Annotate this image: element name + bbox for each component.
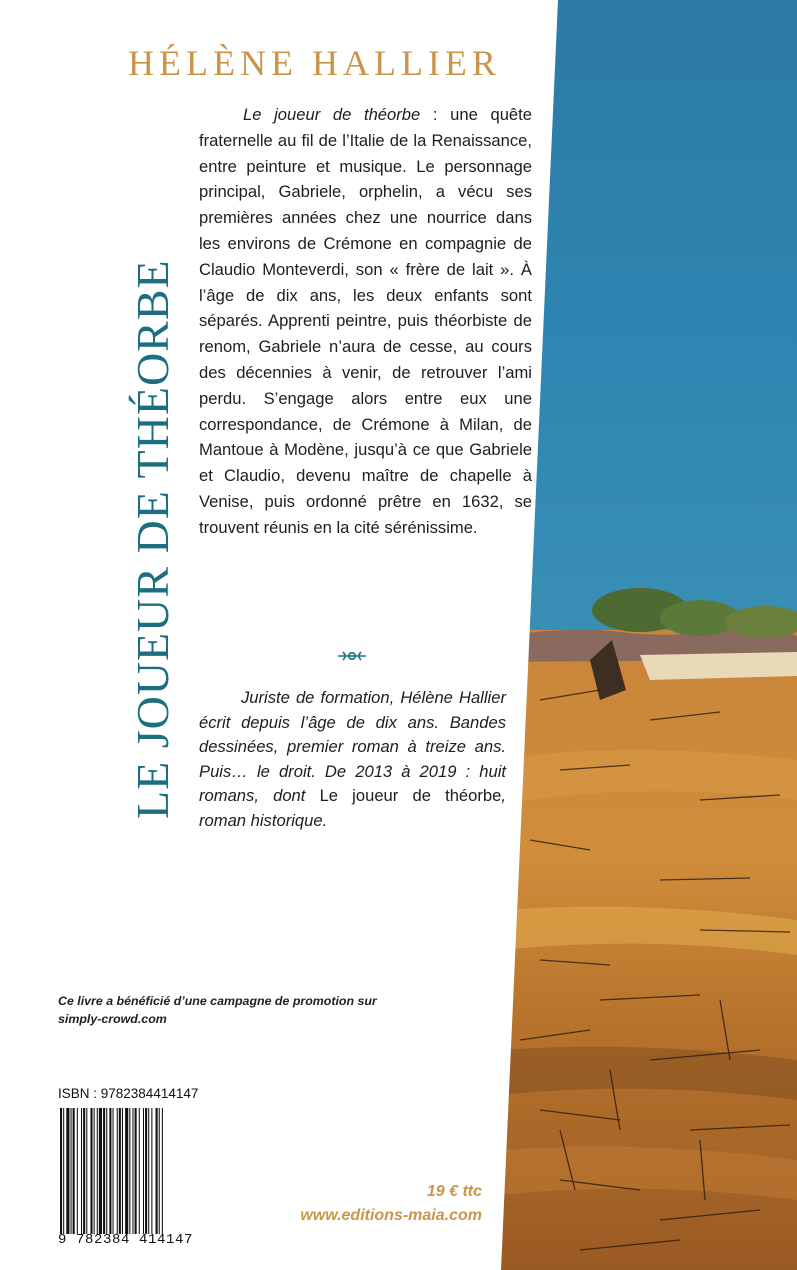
barcode-bar — [113, 1108, 114, 1234]
isbn-label: ISBN : 9782384414147 — [58, 1086, 199, 1101]
barcode-bar — [135, 1108, 137, 1234]
barcode-bar — [151, 1108, 152, 1234]
barcode-bar — [90, 1108, 92, 1234]
bio-part-1: Juriste de formation, Hélène Hallier écrit depuis l’âge de dix ans. Bandes dessinées, premier roman à treize ans. Puis… le droit. De 2013 à 2019 : huit romans, dont — [199, 688, 506, 805]
barcode-bar — [77, 1108, 78, 1234]
barcode-bar — [94, 1108, 95, 1234]
price: 19 € ttc — [426, 1183, 482, 1200]
bio-book-title: Le joueur de théorbe — [319, 786, 502, 805]
barcode-bar — [83, 1108, 85, 1234]
book-title: LE JOUEUR DE THÉORBE — [127, 259, 178, 819]
barcode-bar — [145, 1108, 147, 1234]
barcode-bar — [132, 1108, 133, 1234]
synopsis-text — [199, 102, 532, 541]
barcode-bar — [162, 1108, 163, 1234]
barcode-bar — [73, 1108, 75, 1234]
barcode-bar — [106, 1108, 107, 1234]
barcode-digits: 9 782384 414147 — [58, 1232, 194, 1248]
barcode-bar — [103, 1108, 105, 1234]
barcode-bar — [66, 1108, 69, 1234]
barcode-bar — [143, 1108, 144, 1234]
barcode-bar — [156, 1108, 158, 1234]
barcode-bar — [148, 1108, 149, 1234]
barcode-bar — [97, 1108, 98, 1234]
author-bio — [199, 686, 506, 833]
synopsis-book-title: Le joueur de théorbe — [243, 105, 421, 124]
barcode-bar — [99, 1108, 102, 1234]
barcode-bar — [81, 1108, 82, 1234]
barcode-bar — [117, 1108, 118, 1234]
barcode-bar — [159, 1108, 160, 1234]
ornament-icon — [337, 646, 367, 666]
synopsis-body: : une quête fraternelle au fil de l’Italie de la Renaissance, entre peinture et musique. Le personnage principal, Gabriele, orphelin, a vécu ses premières années chez une nourrice dans les environs de Crémone en compagnie de Claudio Monteverdi, son « frère de lait ». À l’âge de dix ans, les deux enfants sont séparés. Apprenti peintre, puis théorbiste de renom, Gabriele n’aura de cesse, au cours des décennies à venir, de retrouver l’ami perdu. S’engage alors entre eux une correspondance, de Crémone à Milan, de Mantoue à Modène, jusqu’à ce que Gabriele et Claudio, devenu maître de chapelle à Venise, puis ordonné prêtre en 1632, se trouvent réunis en la cité sérénissime. — [199, 105, 532, 537]
barcode-bar — [63, 1108, 64, 1234]
promo-note: Ce livre a bénéficié d’une campagne de promotion sur simply-crowd.com — [58, 994, 377, 1026]
author-name: HÉLÈNE HALLIER — [128, 43, 501, 83]
bio-part-2: , roman historique. — [199, 786, 506, 830]
publisher-website: www.editions-maia.com — [300, 1207, 482, 1224]
barcode-icon — [58, 1108, 214, 1234]
barcode-bar — [109, 1108, 111, 1234]
barcode-bar — [71, 1108, 72, 1234]
barcode-bar — [125, 1108, 128, 1234]
barcode-bar — [122, 1108, 123, 1234]
barcode-bar — [119, 1108, 121, 1234]
barcode-bar — [86, 1108, 87, 1234]
barcode-bar — [60, 1108, 62, 1234]
barcode-bar — [139, 1108, 140, 1234]
barcode-bar — [129, 1108, 130, 1234]
